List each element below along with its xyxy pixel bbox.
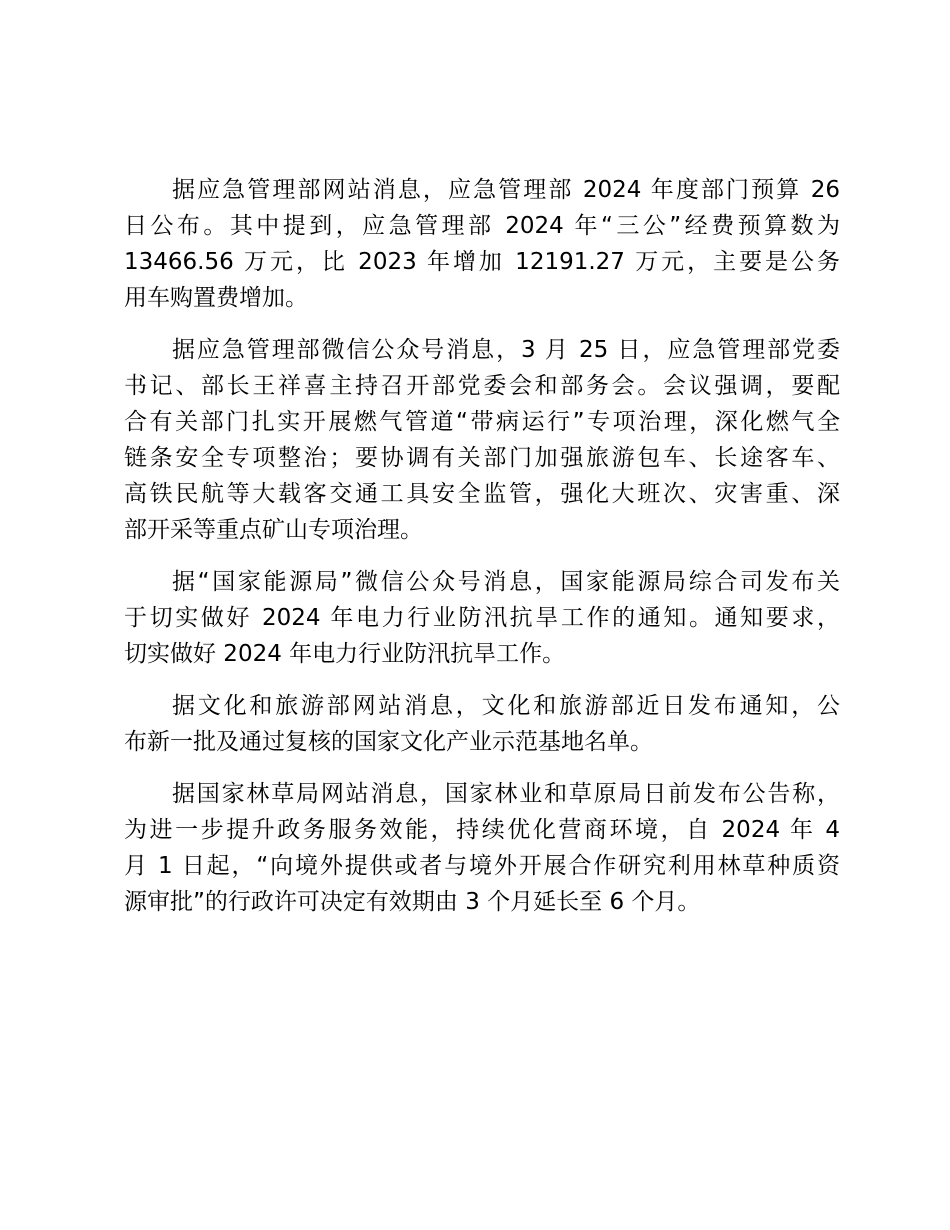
paragraph-line: 用车购置费增加。	[124, 285, 308, 311]
paragraph-line: 为进一步提升政务服务效能，持续优化营商环境，自 2024 年 4	[124, 817, 840, 843]
paragraph-line: 月 1 日起，“向境外提供或者与境外开展合作研究利用林草种质资	[124, 853, 840, 879]
paragraph-line: 据应急管理部网站消息，应急管理部 2024 年度部门预算 26	[172, 177, 840, 203]
paragraph-line: 据文化和旅游部网站消息，文化和旅游部近日发布通知，公	[172, 693, 840, 719]
paragraph-line: 据应急管理部微信公众号消息，3 月 25 日，应急管理部党委	[172, 337, 840, 363]
paragraph-line: 高铁民航等大载客交通工具安全监管，强化大班次、灾害重、深	[124, 481, 840, 507]
paragraph-forestry-license	[124, 776, 840, 920]
paragraph-line: 书记、部长王祥喜主持召开部党委会和部务会。会议强调，要配	[124, 373, 840, 399]
paragraph-line: 日公布。其中提到，应急管理部 2024 年“三公”经费预算数为	[124, 213, 840, 239]
paragraph-culture-tourism	[124, 688, 840, 760]
paragraph-line: 源审批”的行政许可决定有效期由 3 个月延长至 6 个月。	[124, 889, 701, 915]
paragraph-line: 据“国家能源局”微信公众号消息，国家能源局综合司发布关	[172, 569, 840, 595]
paragraph-emergency-budget	[124, 172, 840, 316]
paragraph-emergency-meeting	[124, 332, 840, 548]
paragraph-line: 于切实做好 2024 年电力行业防汛抗旱工作的通知。通知要求，	[124, 605, 840, 631]
paragraph-line: 布新一批及通过复核的国家文化产业示范基地名单。	[124, 729, 653, 755]
paragraph-line: 合有关部门扎实开展燃气管道“带病运行”专项治理，深化燃气全	[124, 409, 840, 435]
paragraph-line: 链条安全专项整治；要协调有关部门加强旅游包车、长途客车、	[124, 445, 840, 471]
paragraph-line: 据国家林草局网站消息，国家林业和草原局日前发布公告称，	[172, 781, 840, 807]
paragraph-line: 切实做好 2024 年电力行业防汛抗旱工作。	[124, 641, 566, 667]
paragraph-line: 部开采等重点矿山专项治理。	[124, 517, 423, 543]
paragraph-line: 13466.56 万元，比 2023 年增加 12191.27 万元，主要是公务	[124, 249, 840, 275]
document-body	[124, 172, 840, 936]
paragraph-energy-flood	[124, 564, 840, 672]
